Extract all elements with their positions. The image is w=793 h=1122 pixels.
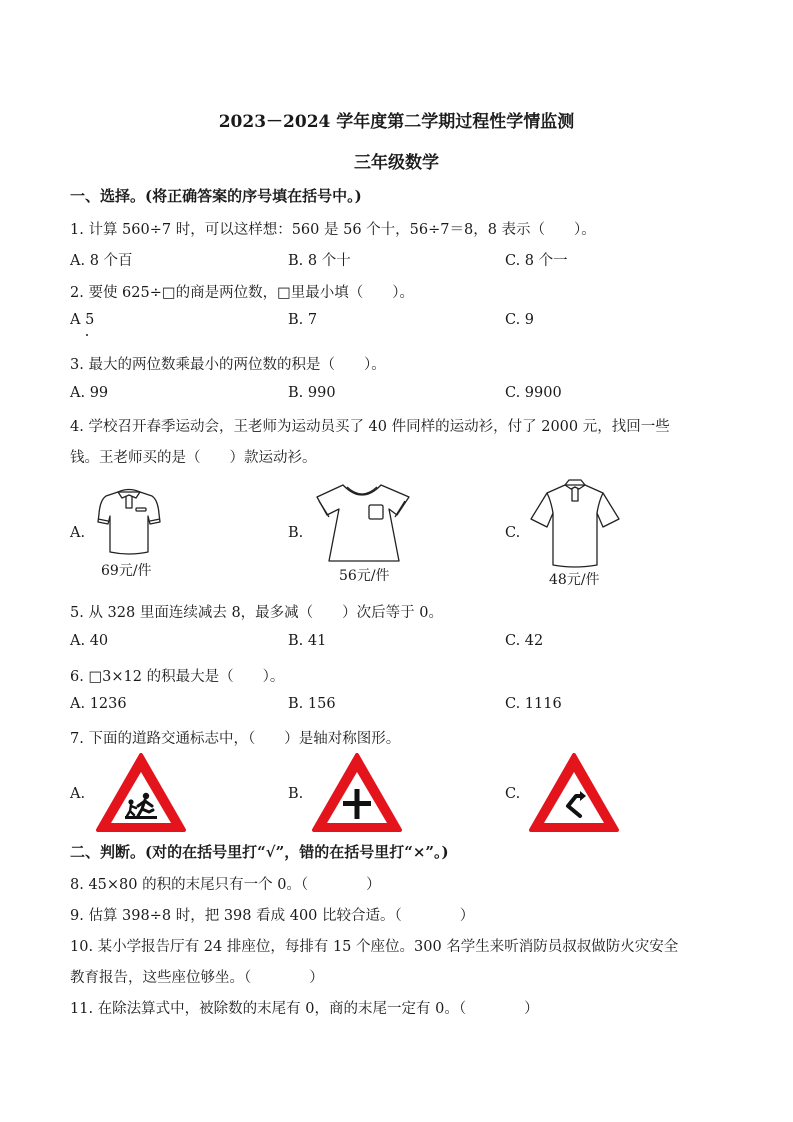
children-crossing-sign-icon [95, 752, 187, 834]
question-3: 3. 最大的两位数乘最小的两位数的积是（ ）。 [70, 357, 386, 373]
question-1: 1. 计算 560÷7 时，可以这样想：560 是 56 个十，56÷7＝8，8 表示（ ）。 [70, 222, 596, 238]
q2-option-a: A 5 [70, 312, 95, 328]
question-4-line1: 4. 学校召开春季运动会，王老师为运动员买了 40 件同样的运动衫，付了 2000 元，找回一些 [70, 419, 670, 435]
document-subtitle: 三年级数学 [354, 153, 439, 173]
q6-option-b: B. 156 [288, 696, 336, 712]
question-10-line1: 10. 某小学报告厅有 24 排座位，每排有 15 个座位。300 名学生来听消防员叔叔做防火灾安全 [70, 939, 679, 955]
q7-option-c-label: C. [505, 786, 521, 802]
q3-option-a: A. 99 [70, 385, 109, 401]
q3-option-b: B. 990 [288, 385, 336, 401]
q3-option-c: C. 9900 [505, 385, 562, 401]
stray-dot [86, 334, 88, 336]
question-2: 2. 要使 625÷□的商是两位数，□里最小填（ ）。 [70, 285, 415, 301]
q4-option-a-price: 69元/件 [101, 563, 152, 579]
q4-option-b-price: 56元/件 [339, 568, 390, 584]
question-4-line2: 钱。王老师买的是（ ）款运动衫。 [70, 450, 317, 466]
q5-option-a: A. 40 [70, 633, 109, 649]
section-heading-choice: 一、选择。(将正确答案的序号填在括号中。) [70, 187, 362, 205]
q7-option-b-label: B. [288, 786, 304, 802]
q6-option-c: C. 1116 [505, 696, 562, 712]
section-heading-judgment: 二、判断。(对的在括号里打“√”，错的在括号里打“×”。) [70, 843, 449, 861]
q4-option-b-label: B. [288, 525, 304, 541]
question-6: 6. □3×12 的积最大是（ ）。 [70, 669, 285, 685]
short-sleeve-shirt-icon [529, 479, 621, 569]
polo-shirt-icon [96, 486, 162, 558]
question-5: 5. 从 328 里面连续减去 8，最多减（ ）次后等于 0。 [70, 605, 444, 621]
q1-option-a: A. 8 个百 [70, 253, 133, 269]
t-shirt-icon [313, 483, 411, 563]
q6-option-a: A. 1236 [70, 696, 127, 712]
double-bend-sign-icon [528, 752, 620, 834]
q4-option-c-price: 48元/件 [549, 572, 600, 588]
q7-option-a-label: A. [70, 786, 86, 802]
question-7: 7. 下面的道路交通标志中，（ ）是轴对称图形。 [70, 731, 401, 747]
q2-option-c: C. 9 [505, 312, 535, 328]
q2-option-b: B. 7 [288, 312, 318, 328]
q1-option-c: C. 8 个一 [505, 253, 568, 269]
document-title: 2023－2024 学年度第二学期过程性学情监测 [218, 112, 575, 132]
question-10-line2: 教育报告，这些座位够坐。（ ） [70, 970, 324, 986]
q4-option-a-label: A. [70, 525, 86, 541]
question-9: 9. 估算 398÷8 时，把 398 看成 400 比较合适。（ ） [70, 908, 475, 924]
q5-option-b: B. 41 [288, 633, 327, 649]
question-8: 8. 45×80 的积的末尾只有一个 0。（ ） [70, 877, 381, 893]
q4-option-c-label: C. [505, 525, 521, 541]
crossroads-sign-icon [311, 752, 403, 834]
q1-option-b: B. 8 个十 [288, 253, 351, 269]
question-11: 11. 在除法算式中，被除数的末尾有 0，商的末尾一定有 0。（ ） [70, 1001, 539, 1017]
q5-option-c: C. 42 [505, 633, 544, 649]
